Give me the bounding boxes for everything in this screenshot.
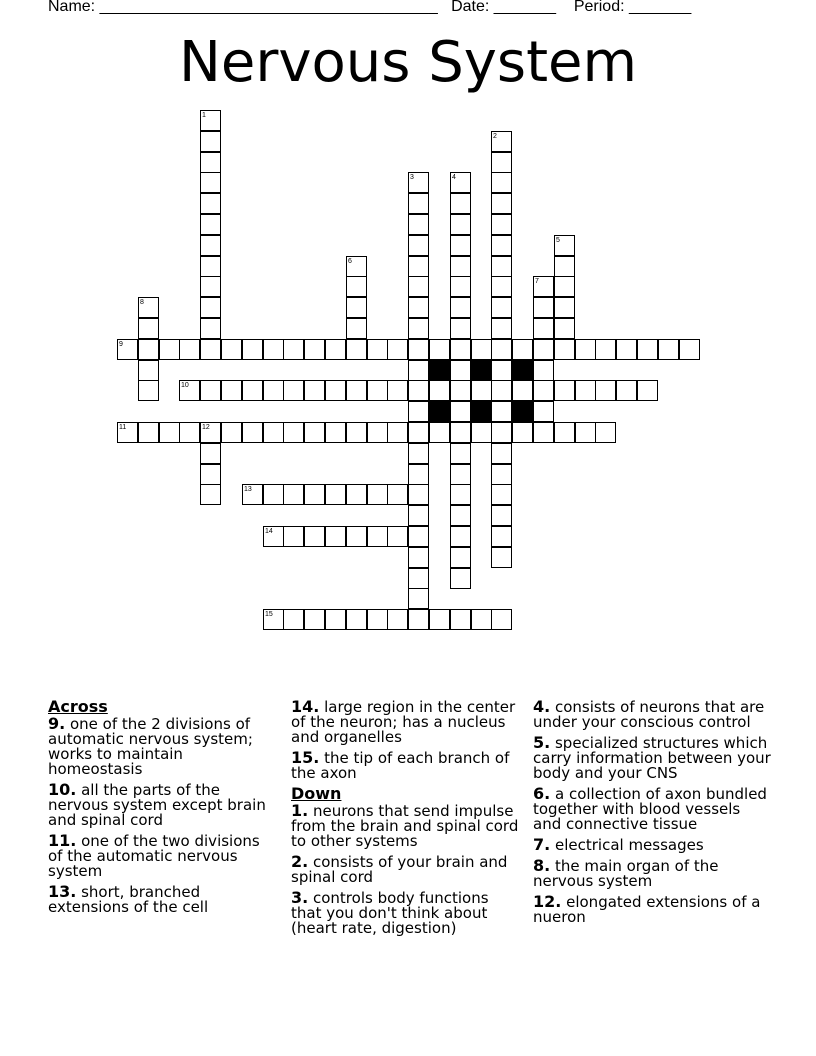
grid-cell[interactable]: [283, 609, 304, 630]
grid-cell[interactable]: [491, 256, 512, 277]
grid-cell[interactable]: [471, 609, 492, 630]
clue-number-label: 12: [202, 424, 210, 431]
grid-cell[interactable]: [575, 422, 596, 443]
grid-cell[interactable]: [408, 568, 429, 589]
grid-cell[interactable]: [533, 401, 554, 422]
grid-cell[interactable]: [179, 422, 200, 443]
grid-cell[interactable]: [304, 380, 325, 401]
grid-cell[interactable]: [346, 484, 367, 505]
grid-cell[interactable]: [408, 235, 429, 256]
grid-cell[interactable]: [200, 464, 221, 485]
clue-text: large region in the center of the neuron; has a nucleus and organelles: [291, 698, 516, 746]
grid-cell[interactable]: [533, 380, 554, 401]
grid-cell[interactable]: [408, 505, 429, 526]
clue-number-label: 11: [119, 424, 127, 431]
grid-cell[interactable]: [575, 380, 596, 401]
date-label: Date:: [451, 0, 490, 15]
grid-cell[interactable]: [325, 484, 346, 505]
grid-cell[interactable]: [595, 339, 616, 360]
clue-text: the main organ of the nervous system: [533, 857, 719, 890]
grid-cell[interactable]: [637, 339, 658, 360]
grid-cell[interactable]: [491, 401, 512, 422]
grid-cell[interactable]: [491, 609, 512, 630]
period-line[interactable]: _______: [629, 0, 692, 15]
grid-cell[interactable]: [450, 193, 471, 214]
clue-column-3: [533, 699, 773, 930]
grid-cell[interactable]: [533, 339, 554, 360]
name-line[interactable]: ______________________________________: [99, 0, 438, 15]
grid-cell[interactable]: [450, 505, 471, 526]
grid-cell[interactable]: [367, 526, 388, 547]
grid-cell[interactable]: [325, 339, 346, 360]
grid-cell[interactable]: [138, 422, 159, 443]
clue-number: 12.: [533, 892, 562, 911]
clue-text: elongated extensions of a nueron: [533, 893, 761, 926]
clue-item: [48, 782, 278, 828]
grid-cell[interactable]: [554, 256, 575, 277]
clue-column-1: [48, 699, 278, 920]
grid-cell[interactable]: [304, 339, 325, 360]
clue-text: one of the two divisions of the automatic nervous system: [48, 832, 260, 880]
grid-cell[interactable]: [138, 360, 159, 381]
clue-number: 8.: [533, 856, 551, 875]
grid-cell[interactable]: [159, 339, 180, 360]
grid-cell[interactable]: [138, 339, 159, 360]
page-title: Nervous System: [178, 30, 638, 95]
grid-cell[interactable]: [408, 214, 429, 235]
grid-cell[interactable]: [491, 297, 512, 318]
grid-cell[interactable]: [429, 380, 450, 401]
clue-number-label: 14: [265, 528, 273, 535]
clue-item: [533, 735, 773, 781]
grid-cell[interactable]: [450, 214, 471, 235]
grid-cell[interactable]: [491, 422, 512, 443]
grid-cell[interactable]: [533, 297, 554, 318]
grid-cell[interactable]: [408, 422, 429, 443]
grid-block: [429, 401, 450, 422]
grid-cell[interactable]: [387, 422, 408, 443]
grid-cell[interactable]: [450, 609, 471, 630]
grid-cell[interactable]: [200, 339, 221, 360]
grid-cell[interactable]: [450, 380, 471, 401]
clue-item: [48, 884, 278, 915]
clue-number-label: 2: [493, 133, 497, 140]
grid-cell[interactable]: [200, 380, 221, 401]
grid-cell[interactable]: [554, 380, 575, 401]
grid-cell[interactable]: [450, 235, 471, 256]
grid-cell[interactable]: [491, 276, 512, 297]
grid-cell[interactable]: [346, 318, 367, 339]
grid-cell[interactable]: [408, 484, 429, 505]
grid-cell[interactable]: [408, 318, 429, 339]
grid-cell[interactable]: [221, 339, 242, 360]
grid-cell[interactable]: [387, 484, 408, 505]
name-label: Name:: [48, 0, 96, 15]
grid-cell[interactable]: [471, 422, 492, 443]
grid-cell[interactable]: [491, 464, 512, 485]
grid-cell[interactable]: [512, 422, 533, 443]
grid-cell[interactable]: [346, 276, 367, 297]
clue-text: the tip of each branch of the axon: [291, 749, 510, 782]
grid-cell[interactable]: [304, 484, 325, 505]
clue-number: 3.: [291, 888, 309, 907]
grid-cell[interactable]: [554, 422, 575, 443]
clue-number-label: 6: [348, 258, 352, 265]
clue-number: 7.: [533, 835, 551, 854]
grid-cell[interactable]: [346, 609, 367, 630]
grid-cell[interactable]: [367, 380, 388, 401]
grid-cell[interactable]: [200, 235, 221, 256]
grid-cell[interactable]: [346, 526, 367, 547]
grid-cell[interactable]: [471, 380, 492, 401]
grid-cell[interactable]: [263, 484, 284, 505]
grid-cell[interactable]: [408, 339, 429, 360]
clue-column-2: [291, 699, 521, 941]
grid-cell[interactable]: [263, 422, 284, 443]
grid-cell[interactable]: [242, 339, 263, 360]
clue-number: 6.: [533, 784, 551, 803]
grid-cell[interactable]: [491, 526, 512, 547]
grid-cell[interactable]: [200, 276, 221, 297]
clue-number-label: 3: [410, 174, 414, 181]
grid-block: [471, 401, 492, 422]
grid-cell[interactable]: [554, 297, 575, 318]
grid-cell[interactable]: [471, 339, 492, 360]
grid-cell[interactable]: [450, 568, 471, 589]
grid-cell[interactable]: [616, 380, 637, 401]
clue-number-label: 1: [202, 112, 206, 119]
grid-cell[interactable]: [408, 360, 429, 381]
grid-cell[interactable]: [367, 484, 388, 505]
grid-cell[interactable]: [408, 380, 429, 401]
grid-cell[interactable]: [138, 380, 159, 401]
clue-number: 10.: [48, 780, 77, 799]
clue-number-label: 13: [244, 486, 252, 493]
grid-cell[interactable]: [533, 360, 554, 381]
date-line[interactable]: _______: [493, 0, 557, 15]
down-heading: Down: [291, 784, 342, 803]
clue-text: consists of neurons that are under your conscious control: [533, 698, 765, 731]
grid-cell[interactable]: [491, 152, 512, 173]
grid-cell[interactable]: [200, 443, 221, 464]
grid-cell[interactable]: [387, 380, 408, 401]
grid-cell[interactable]: [346, 297, 367, 318]
clue-number-label: 5: [556, 237, 560, 244]
grid-cell[interactable]: [200, 256, 221, 277]
grid-cell[interactable]: [450, 464, 471, 485]
clue-number-label: 9: [119, 341, 123, 348]
grid-cell[interactable]: [512, 380, 533, 401]
grid-cell[interactable]: [450, 318, 471, 339]
grid-cell[interactable]: [408, 464, 429, 485]
clue-item: [291, 854, 521, 885]
clue-item: [291, 803, 521, 849]
grid-cell[interactable]: [200, 484, 221, 505]
clue-text: a collection of axon bundled together with blood vessels and connective tissue: [533, 785, 767, 833]
grid-cell[interactable]: [387, 526, 408, 547]
clue-number-label: 15: [265, 611, 273, 618]
grid-cell[interactable]: [325, 609, 346, 630]
clue-item: [48, 833, 278, 879]
grid-cell[interactable]: [595, 380, 616, 401]
grid-cell[interactable]: [200, 152, 221, 173]
grid-cell[interactable]: [554, 339, 575, 360]
clue-number: 15.: [291, 748, 320, 767]
grid-cell[interactable]: [200, 172, 221, 193]
grid-cell[interactable]: [346, 380, 367, 401]
grid-cell[interactable]: [408, 443, 429, 464]
grid-cell[interactable]: [408, 609, 429, 630]
clue-text: neurons that send impulse from the brain and spinal cord to other systems: [291, 802, 519, 850]
grid-cell[interactable]: [450, 547, 471, 568]
grid-cell[interactable]: [450, 339, 471, 360]
grid-cell[interactable]: [450, 443, 471, 464]
grid-cell[interactable]: [450, 360, 471, 381]
grid-cell[interactable]: [283, 484, 304, 505]
grid-cell[interactable]: [408, 526, 429, 547]
grid-block: [429, 360, 450, 381]
grid-cell[interactable]: [325, 526, 346, 547]
grid-cell[interactable]: [242, 380, 263, 401]
grid-cell[interactable]: [658, 339, 679, 360]
grid-cell[interactable]: [491, 235, 512, 256]
clue-item: [291, 750, 521, 781]
grid-cell[interactable]: [408, 297, 429, 318]
grid-cell[interactable]: [491, 547, 512, 568]
clue-number-label: 10: [181, 382, 189, 389]
grid-cell[interactable]: [200, 193, 221, 214]
clue-number: 5.: [533, 733, 551, 752]
clue-number: 14.: [291, 697, 320, 716]
grid-cell[interactable]: [283, 422, 304, 443]
grid-block: [512, 401, 533, 422]
grid-cell[interactable]: [491, 443, 512, 464]
grid-cell[interactable]: [200, 214, 221, 235]
clue-item: [533, 858, 773, 889]
grid-cell[interactable]: [554, 318, 575, 339]
grid-cell[interactable]: [200, 318, 221, 339]
clue-item: [291, 699, 521, 745]
grid-cell[interactable]: [159, 422, 180, 443]
grid-cell[interactable]: [679, 339, 700, 360]
clue-text: controls body functions that you don't think about (heart rate, digestion): [291, 889, 489, 937]
grid-cell[interactable]: [367, 422, 388, 443]
grid-cell[interactable]: [429, 609, 450, 630]
grid-cell[interactable]: [138, 318, 159, 339]
grid-cell[interactable]: [221, 380, 242, 401]
grid-cell[interactable]: [575, 339, 596, 360]
clue-text: short, branched extensions of the cell: [48, 883, 209, 916]
clue-number-label: 7: [535, 278, 539, 285]
grid-cell[interactable]: [491, 214, 512, 235]
clue-item: [533, 786, 773, 832]
grid-cell[interactable]: [283, 526, 304, 547]
grid-cell[interactable]: [491, 193, 512, 214]
grid-cell[interactable]: [408, 401, 429, 422]
clue-number: 11.: [48, 831, 77, 850]
grid-cell[interactable]: [179, 339, 200, 360]
grid-cell[interactable]: [554, 276, 575, 297]
grid-cell[interactable]: [283, 380, 304, 401]
grid-cell[interactable]: [512, 339, 533, 360]
grid-cell[interactable]: [491, 172, 512, 193]
grid-cell[interactable]: [491, 484, 512, 505]
grid-cell[interactable]: [325, 422, 346, 443]
clue-text: electrical messages: [550, 836, 704, 854]
clue-number: 1.: [291, 801, 309, 820]
clue-number-label: 4: [452, 174, 456, 181]
grid-cell[interactable]: [491, 505, 512, 526]
clue-item: [533, 699, 773, 730]
grid-cell[interactable]: [491, 318, 512, 339]
grid-cell[interactable]: [450, 526, 471, 547]
across-heading: Across: [48, 697, 108, 716]
grid-cell[interactable]: [346, 339, 367, 360]
clue-text: specialized structures which carry information between your body and your CNS: [533, 734, 771, 782]
clue-item: [533, 894, 773, 925]
grid-cell[interactable]: [533, 318, 554, 339]
grid-block: [471, 360, 492, 381]
grid-cell[interactable]: [637, 380, 658, 401]
grid-cell[interactable]: [367, 609, 388, 630]
grid-cell[interactable]: [221, 422, 242, 443]
grid-cell[interactable]: [408, 276, 429, 297]
grid-cell[interactable]: [450, 297, 471, 318]
period-label: Period:: [573, 0, 625, 15]
grid-cell[interactable]: [429, 339, 450, 360]
grid-cell[interactable]: [387, 339, 408, 360]
grid-cell[interactable]: [595, 422, 616, 443]
grid-cell[interactable]: [616, 339, 637, 360]
clue-text: one of the 2 divisions of automatic nervous system; works to maintain homeostasis: [48, 715, 253, 778]
grid-cell[interactable]: [408, 547, 429, 568]
grid-cell[interactable]: [283, 339, 304, 360]
grid-cell[interactable]: [200, 297, 221, 318]
grid-cell[interactable]: [491, 339, 512, 360]
clue-number: 2.: [291, 852, 309, 871]
grid-cell[interactable]: [408, 193, 429, 214]
grid-cell[interactable]: [533, 422, 554, 443]
grid-cell[interactable]: [242, 422, 263, 443]
clue-number-label: 8: [140, 299, 144, 306]
grid-cell[interactable]: [304, 609, 325, 630]
grid-cell[interactable]: [408, 588, 429, 609]
clue-item: [533, 837, 773, 853]
grid-cell[interactable]: [200, 131, 221, 152]
grid-cell[interactable]: [491, 380, 512, 401]
clue-item: [48, 716, 278, 777]
grid-cell[interactable]: [346, 422, 367, 443]
grid-cell[interactable]: [450, 276, 471, 297]
grid-cell[interactable]: [491, 360, 512, 381]
grid-block: [512, 360, 533, 381]
grid-cell[interactable]: [429, 422, 450, 443]
clue-text: all the parts of the nervous system except brain and spinal cord: [48, 781, 266, 829]
grid-cell[interactable]: [325, 380, 346, 401]
grid-cell[interactable]: [304, 422, 325, 443]
clue-number: 4.: [533, 697, 551, 716]
grid-cell[interactable]: [387, 609, 408, 630]
grid-cell[interactable]: [263, 339, 284, 360]
grid-cell[interactable]: [367, 339, 388, 360]
clue-number: 9.: [48, 714, 66, 733]
grid-cell[interactable]: [450, 401, 471, 422]
clue-number: 13.: [48, 882, 77, 901]
clue-item: [291, 890, 521, 936]
grid-cell[interactable]: [450, 484, 471, 505]
clue-text: consists of your brain and spinal cord: [291, 853, 508, 886]
grid-cell[interactable]: [408, 256, 429, 277]
grid-cell[interactable]: [450, 422, 471, 443]
grid-cell[interactable]: [263, 380, 284, 401]
grid-cell[interactable]: [304, 526, 325, 547]
grid-cell[interactable]: [450, 256, 471, 277]
